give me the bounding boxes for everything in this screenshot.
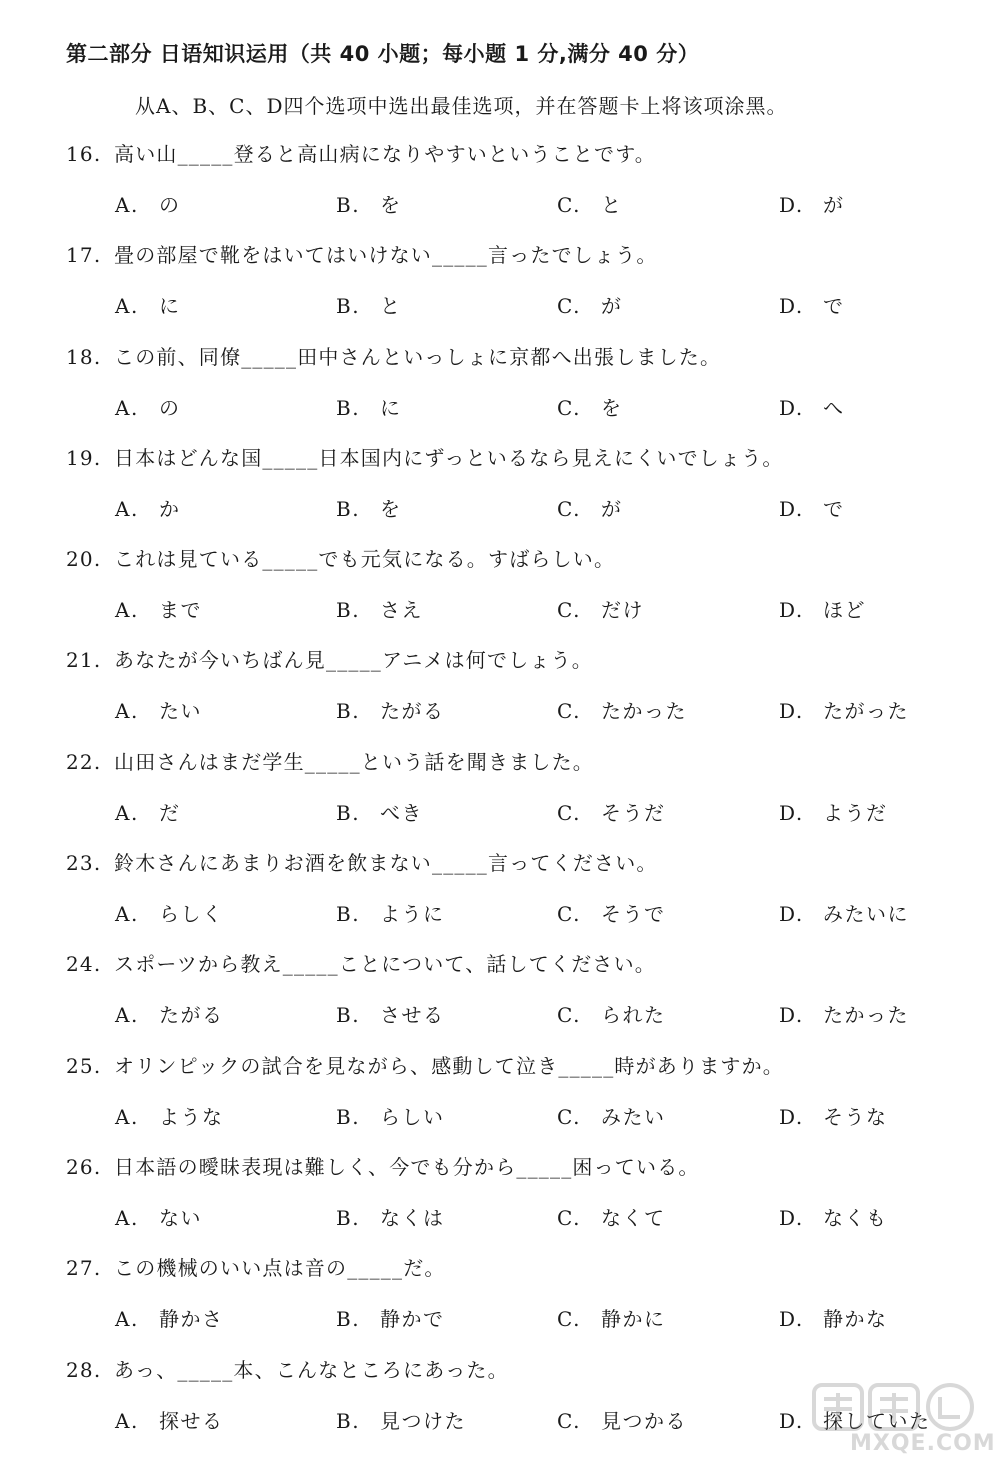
option-label: A.	[115, 1205, 139, 1230]
option-label: C.	[557, 1307, 581, 1332]
question-number: 26.	[66, 1154, 102, 1179]
option-label: A.	[115, 598, 139, 623]
option-text: で	[823, 496, 845, 521]
option-label: B.	[336, 699, 361, 724]
option-text: まで	[159, 598, 202, 623]
option-text: たかった	[823, 1003, 909, 1028]
option-text: に	[380, 395, 402, 420]
option-text: られた	[601, 1003, 666, 1028]
question-item	[0, 746, 1000, 847]
option-label: C.	[557, 1104, 581, 1129]
option-text: 探していた	[823, 1408, 931, 1433]
option-text: たかった	[601, 699, 687, 724]
option-d	[779, 999, 909, 1028]
question-item	[0, 847, 1000, 948]
question-text: あなたが今いちばん見_____アニメは何でしょう。	[114, 648, 593, 673]
option-label: B.	[336, 1003, 361, 1028]
watermark-text: MXQE.COM	[850, 1431, 996, 1456]
option-text: そうだ	[601, 800, 666, 825]
question-item	[0, 644, 1000, 745]
option-b	[336, 594, 423, 623]
option-label: C.	[557, 496, 581, 521]
option-label: D.	[779, 294, 804, 319]
option-label: D.	[779, 193, 804, 217]
question-number: 22.	[66, 749, 102, 774]
option-text: ない	[159, 1205, 202, 1230]
option-label: C.	[557, 598, 581, 623]
option-text: で	[823, 294, 845, 319]
question-item	[0, 239, 1000, 340]
option-text: ような	[159, 1104, 224, 1129]
option-b	[336, 290, 402, 319]
option-label: B.	[336, 1408, 361, 1433]
option-label: C.	[557, 699, 581, 724]
question-number: 18.	[66, 344, 102, 369]
option-label: D.	[779, 800, 804, 825]
option-label: B.	[336, 1205, 361, 1230]
question-stem	[66, 847, 658, 876]
option-text: らしく	[159, 902, 224, 927]
question-item	[0, 442, 1000, 543]
question-text: この機械のいい点は音の_____だ。	[114, 1256, 446, 1281]
option-b	[336, 1405, 466, 1434]
question-number: 16.	[66, 142, 102, 166]
option-c	[557, 999, 666, 1028]
option-label: C.	[557, 902, 581, 927]
option-d	[779, 290, 845, 319]
question-item	[0, 1050, 1000, 1151]
option-d	[779, 797, 888, 826]
option-text: が	[601, 294, 623, 319]
option-text: 静かさ	[159, 1307, 224, 1332]
option-text: を	[380, 496, 402, 521]
question-number: 19.	[66, 445, 102, 470]
option-a	[115, 594, 202, 623]
option-label: A.	[115, 902, 139, 927]
option-row	[0, 594, 1000, 624]
option-label: D.	[779, 395, 804, 420]
option-a	[115, 290, 181, 319]
question-text: この前、同僚_____田中さんといっしょに京都へ出張しました。	[114, 344, 722, 369]
option-label: B.	[336, 1307, 361, 1332]
option-label: A.	[115, 496, 139, 521]
option-text: たい	[159, 699, 202, 724]
question-text: 日本語の曖昧表現は難しく、今でも分から_____困っている。	[114, 1154, 700, 1179]
option-label: B.	[336, 800, 361, 825]
option-text: なくて	[601, 1205, 666, 1230]
option-text: なくも	[823, 1205, 888, 1230]
option-b	[336, 1202, 445, 1231]
option-b	[336, 898, 445, 927]
question-item	[0, 1151, 1000, 1252]
option-text: に	[159, 294, 181, 319]
option-label: A.	[115, 395, 139, 420]
question-number: 17.	[66, 243, 102, 268]
option-text: の	[159, 395, 181, 420]
option-label: D.	[779, 496, 804, 521]
option-c	[557, 1303, 666, 1332]
option-text: たがった	[823, 699, 909, 724]
question-number: 20.	[66, 547, 102, 572]
question-text: これは見ている_____でも元気になる。すばらしい。	[114, 547, 616, 572]
question-stem	[66, 341, 721, 370]
option-a	[115, 797, 181, 826]
option-label: D.	[779, 598, 804, 623]
option-row	[0, 392, 1000, 422]
section-title: 第二部分 日语知识运用（共 40 小题；每小题 1 分,满分 40 分）	[66, 42, 700, 66]
option-c	[557, 493, 623, 522]
option-row	[0, 999, 1000, 1029]
question-stem	[66, 1151, 700, 1180]
option-label: D.	[779, 699, 804, 724]
option-row	[0, 695, 1000, 725]
option-row	[0, 898, 1000, 928]
question-text: 高い山_____登ると高山病になりやすいということです。	[114, 142, 656, 166]
question-number: 23.	[66, 851, 102, 876]
option-text: さえ	[380, 598, 423, 623]
option-c	[557, 898, 666, 927]
option-d	[779, 898, 909, 927]
question-list	[0, 138, 1000, 1455]
option-label: A.	[115, 294, 139, 319]
option-row	[0, 1101, 1000, 1131]
option-text: 探せる	[159, 1408, 224, 1433]
option-c	[557, 392, 623, 421]
option-text: 見つけた	[380, 1408, 466, 1433]
question-text: 日本はどんな国_____日本国内にずっといるなら見えにくいでしょう。	[114, 445, 784, 470]
option-text: 静かで	[380, 1307, 445, 1332]
option-d	[779, 392, 845, 421]
option-d	[779, 1303, 888, 1332]
option-row	[0, 189, 1000, 219]
option-b	[336, 999, 445, 1028]
option-a	[115, 1405, 224, 1434]
option-label: A.	[115, 1408, 139, 1433]
option-b	[336, 392, 402, 421]
option-a	[115, 493, 181, 522]
option-text: か	[159, 496, 181, 521]
option-label: A.	[115, 193, 139, 217]
option-label: D.	[779, 902, 804, 927]
watermark	[808, 1379, 996, 1459]
option-row	[0, 493, 1000, 523]
option-text: ほど	[823, 598, 866, 623]
option-row	[0, 1202, 1000, 1232]
question-stem	[66, 442, 784, 471]
option-label: C.	[557, 800, 581, 825]
option-b	[336, 189, 402, 218]
option-label: C.	[557, 1205, 581, 1230]
question-number: 27.	[66, 1256, 102, 1281]
option-c	[557, 797, 666, 826]
option-text: ようだ	[823, 800, 888, 825]
option-b	[336, 1101, 445, 1130]
question-stem	[66, 746, 594, 775]
option-label: B.	[336, 294, 361, 319]
option-text: そうな	[823, 1104, 888, 1129]
option-text: らしい	[380, 1104, 445, 1129]
option-text: 静かな	[823, 1307, 888, 1332]
question-stem	[66, 644, 593, 673]
option-a	[115, 898, 224, 927]
option-a	[115, 695, 202, 724]
question-text: あっ、_____本、こんなところにあった。	[114, 1357, 509, 1382]
option-b	[336, 695, 445, 724]
option-a	[115, 189, 181, 218]
option-c	[557, 1202, 666, 1231]
option-label: A.	[115, 1003, 139, 1028]
option-label: A.	[115, 800, 139, 825]
question-number: 21.	[66, 648, 102, 673]
option-label: D.	[779, 1104, 804, 1129]
question-item	[0, 138, 1000, 239]
question-text: スポーツから教え_____ことについて、話してください。	[114, 952, 656, 977]
option-label: C.	[557, 294, 581, 319]
option-b	[336, 1303, 445, 1332]
question-text: 山田さんはまだ学生_____という話を聞きました。	[114, 749, 594, 774]
question-number: 24.	[66, 952, 102, 977]
option-d	[779, 1101, 888, 1130]
option-label: D.	[779, 1408, 804, 1433]
option-label: A.	[115, 1104, 139, 1129]
question-stem	[66, 1354, 509, 1383]
option-text: 見つかる	[601, 1408, 687, 1433]
option-text: たがる	[159, 1003, 224, 1028]
question-stem	[66, 543, 615, 572]
question-stem	[66, 1252, 446, 1281]
option-label: B.	[336, 598, 361, 623]
question-text: オリンピックの試合を見ながら、感動して泣き_____時がありますか。	[114, 1053, 784, 1078]
answer-stamp-logo-icon	[808, 1379, 978, 1439]
option-text: だ	[159, 800, 181, 825]
option-text: と	[601, 193, 623, 217]
option-c	[557, 189, 623, 218]
option-text: だけ	[601, 598, 644, 623]
question-stem	[66, 138, 656, 167]
option-row	[0, 797, 1000, 827]
option-text: たがる	[380, 699, 445, 724]
option-text: みたい	[601, 1104, 666, 1129]
option-text: を	[601, 395, 623, 420]
option-text: を	[380, 193, 402, 217]
option-a	[115, 999, 224, 1028]
question-item	[0, 1252, 1000, 1353]
option-label: B.	[336, 395, 361, 420]
option-text: が	[823, 193, 845, 217]
option-label: B.	[336, 193, 361, 217]
option-text: へ	[823, 395, 845, 420]
option-label: B.	[336, 496, 361, 521]
option-label: B.	[336, 1104, 361, 1129]
instruction-text: 从A、B、C、D四个选项中选出最佳选项，并在答题卡上将该项涂黑。	[135, 94, 788, 118]
option-c	[557, 290, 623, 319]
option-label: C.	[557, 1408, 581, 1433]
option-c	[557, 1101, 666, 1130]
question-stem	[66, 1050, 784, 1079]
option-a	[115, 1202, 202, 1231]
option-c	[557, 594, 644, 623]
option-label: C.	[557, 1003, 581, 1028]
option-b	[336, 797, 423, 826]
option-c	[557, 695, 687, 724]
option-label: C.	[557, 193, 581, 217]
option-a	[115, 392, 181, 421]
option-row	[0, 290, 1000, 320]
option-text: べき	[380, 800, 423, 825]
option-text: ように	[380, 902, 445, 927]
option-a	[115, 1303, 224, 1332]
option-label: D.	[779, 1003, 804, 1028]
option-text: そうで	[601, 902, 666, 927]
question-number: 28.	[66, 1357, 102, 1382]
option-d	[779, 189, 845, 218]
option-text: と	[380, 294, 402, 319]
option-label: D.	[779, 1205, 804, 1230]
option-label: C.	[557, 395, 581, 420]
option-text: みたいに	[823, 902, 909, 927]
option-label: A.	[115, 1307, 139, 1332]
option-text: が	[601, 496, 623, 521]
option-d	[779, 695, 909, 724]
question-stem	[66, 948, 656, 977]
option-label: A.	[115, 699, 139, 724]
option-text: させる	[380, 1003, 445, 1028]
option-label: B.	[336, 902, 361, 927]
option-label: D.	[779, 1307, 804, 1332]
option-b	[336, 493, 402, 522]
question-text: 畳の部屋で靴をはいてはいけない_____言ったでしょう。	[114, 243, 658, 268]
question-number: 25.	[66, 1053, 102, 1078]
option-text: の	[159, 193, 181, 217]
question-text: 鈴木さんにあまりお酒を飲まない_____言ってください。	[114, 851, 658, 876]
option-text: 静かに	[601, 1307, 666, 1332]
question-item	[0, 948, 1000, 1049]
option-a	[115, 1101, 224, 1130]
option-d	[779, 1202, 888, 1231]
option-text: なくは	[380, 1205, 445, 1230]
option-d	[779, 594, 866, 623]
question-stem	[66, 239, 658, 268]
option-c	[557, 1405, 687, 1434]
option-d	[779, 493, 845, 522]
option-row	[0, 1303, 1000, 1333]
question-item	[0, 341, 1000, 442]
question-item	[0, 543, 1000, 644]
